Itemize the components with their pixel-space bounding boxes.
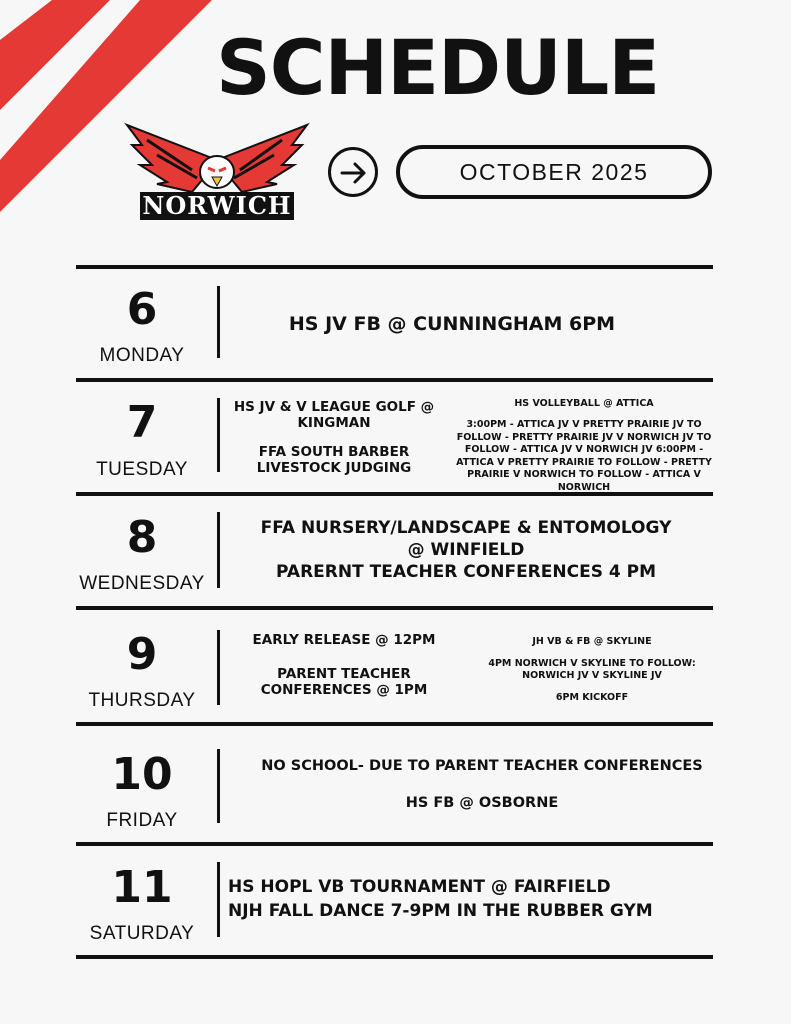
day-number: 9 bbox=[126, 629, 158, 680]
event-text: PARENT TEACHER CONFERENCES @ 1PM bbox=[260, 666, 428, 699]
event-detail: 6PM KICKOFF bbox=[555, 692, 629, 703]
divider bbox=[76, 378, 713, 382]
month-label: OCTOBER 2025 bbox=[396, 145, 712, 199]
norwich-eagle-logo bbox=[122, 120, 312, 230]
day-name: WEDNESDAY bbox=[79, 573, 205, 594]
arrow-right-icon bbox=[328, 147, 378, 197]
event-text: EARLY RELEASE @ 12PM bbox=[252, 632, 436, 648]
event-text: PARERNT TEACHER CONFERENCES 4 PM bbox=[276, 562, 656, 582]
event-title: JH VB & FB @ SKYLINE bbox=[532, 636, 652, 647]
logo-wordmark: NORWICH bbox=[142, 191, 292, 220]
divider bbox=[76, 842, 713, 846]
event-detail: 4PM NORWICH V SKYLINE TO FOLLOW: NORWICH JV V SKYLINE JV bbox=[488, 658, 696, 682]
divider bbox=[76, 722, 713, 726]
page-title: SCHEDULE bbox=[216, 23, 660, 112]
event-text: HS JV FB @ CUNNINGHAM 6PM bbox=[288, 313, 616, 335]
day-separator bbox=[217, 398, 220, 472]
divider bbox=[76, 265, 713, 269]
event-text: HS FB @ OSBORNE bbox=[405, 795, 559, 811]
day-separator bbox=[217, 862, 220, 937]
day-name: THURSDAY bbox=[88, 690, 196, 711]
event-text: FFA SOUTH BARBER LIVESTOCK JUDGING bbox=[256, 444, 412, 477]
day-name: SATURDAY bbox=[89, 923, 195, 944]
event-text: HS JV & V LEAGUE GOLF @ KINGMAN bbox=[233, 399, 435, 432]
day-number: 7 bbox=[126, 397, 158, 448]
day-number: 6 bbox=[126, 284, 158, 335]
day-name: FRIDAY bbox=[106, 810, 178, 831]
divider bbox=[76, 606, 713, 610]
divider bbox=[76, 955, 713, 959]
event-text: @ WINFIELD bbox=[407, 540, 525, 560]
day-separator bbox=[217, 630, 220, 705]
day-separator bbox=[217, 512, 220, 588]
event-text: HS HOPL VB TOURNAMENT @ FAIRFIELD bbox=[228, 877, 611, 897]
event-text: NJH FALL DANCE 7-9PM IN THE RUBBER GYM bbox=[228, 901, 653, 921]
day-separator bbox=[217, 749, 220, 823]
event-detail: 3:00PM - ATTICA JV V PRETTY PRAIRIE JV TO FOLLOW - PRETTY PRAIRIE JV V NORWICH JV TO FOLLOW - ATTICA JV V NORWICH JV 6:00PM - ATTICA V PRETTY PRAIRIE TO FOLLOW - PRETTY PRAIRIE V NORWICH TO FOLLOW - ATTICA V NORWICH bbox=[456, 419, 712, 493]
event-title: HS VOLLEYBALL @ ATTICA bbox=[514, 398, 654, 409]
day-number: 8 bbox=[126, 512, 158, 563]
event-text: FFA NURSERY/LANDSCAPE & ENTOMOLOGY bbox=[260, 518, 672, 538]
day-name: MONDAY bbox=[99, 345, 185, 366]
day-name: TUESDAY bbox=[96, 459, 188, 480]
day-separator bbox=[217, 286, 220, 358]
event-text: NO SCHOOL- DUE TO PARENT TEACHER CONFERENCES bbox=[261, 758, 703, 774]
day-number: 10 bbox=[111, 749, 173, 800]
day-number: 11 bbox=[111, 862, 173, 913]
